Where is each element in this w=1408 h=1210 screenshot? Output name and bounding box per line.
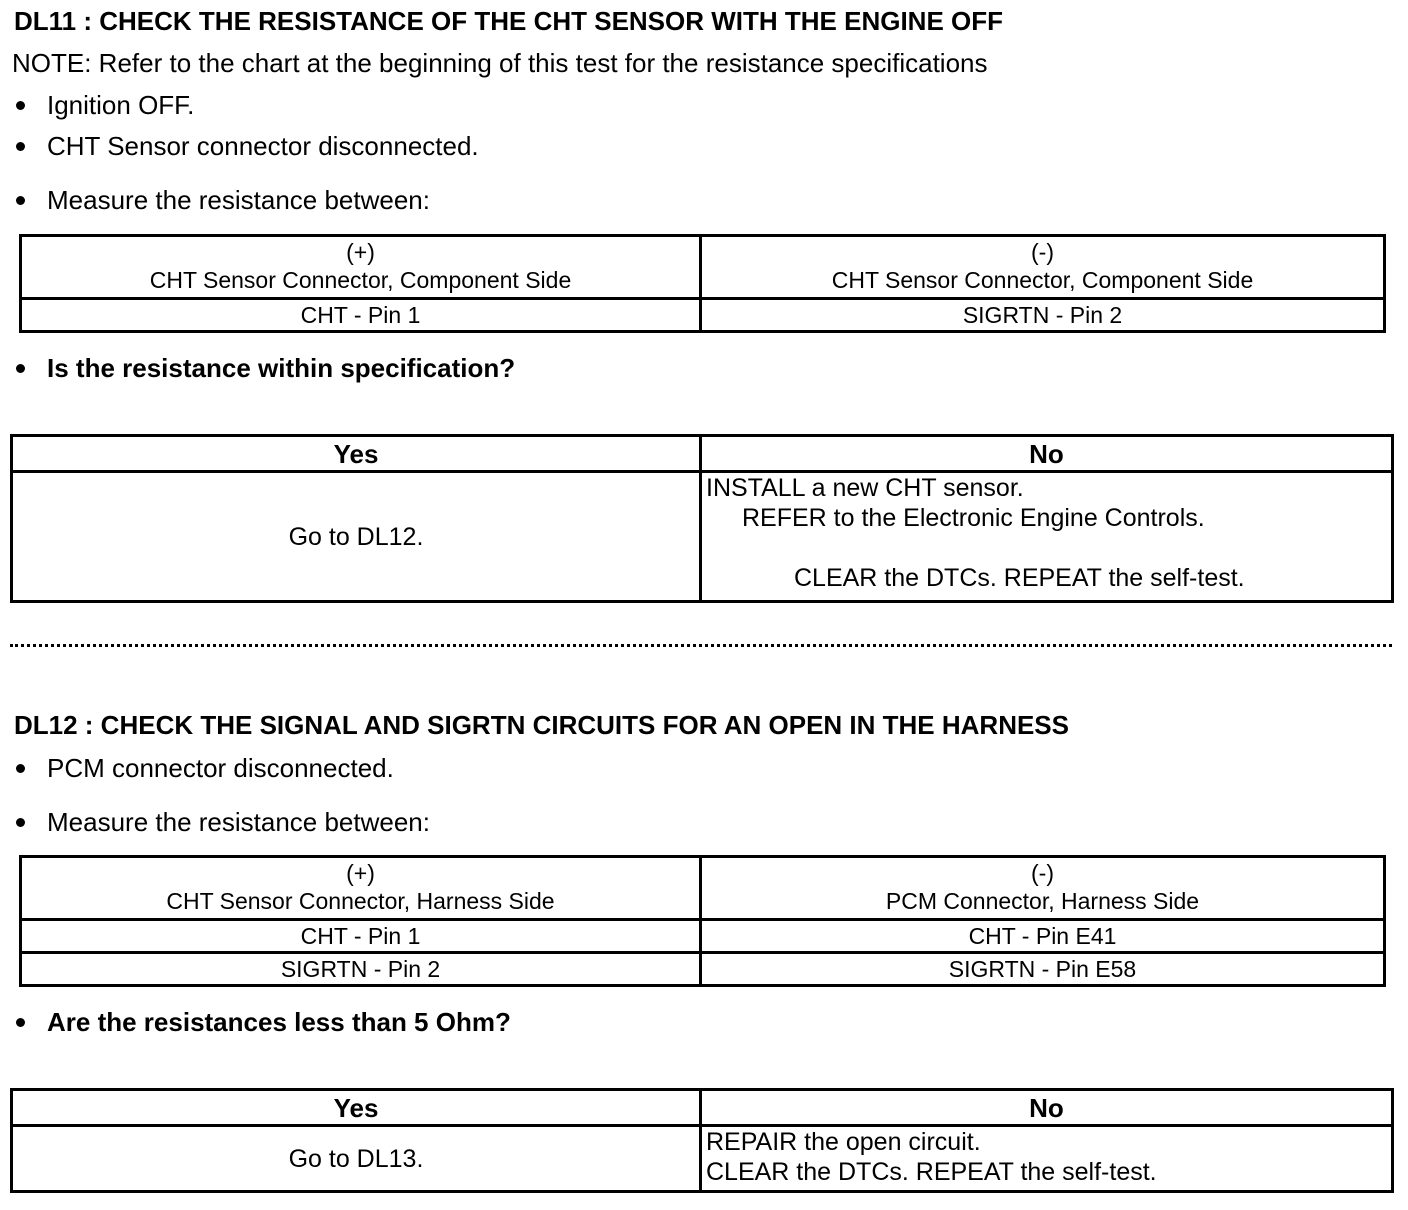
table-header-row xyxy=(21,236,1385,299)
bullet-text: Ignition OFF. xyxy=(47,90,195,120)
dl11-bullet-1 xyxy=(14,90,194,121)
table-cell: CHT - Pin 1 xyxy=(21,920,701,953)
table-cell: CHT - Pin E41 xyxy=(701,920,1385,953)
no-line-3: CLEAR the DTCs. REPEAT the self-test. xyxy=(794,564,1245,592)
table-row xyxy=(21,920,1385,953)
question-text: Are the resistances less than 5 Ohm? xyxy=(47,1007,511,1037)
yes-header: Yes xyxy=(12,436,701,472)
minus-column-header xyxy=(701,857,1385,920)
dl11-note: NOTE: Refer to the chart at the beginning of this test for the resistance specifications xyxy=(12,48,988,78)
no-header: No xyxy=(701,436,1393,472)
table-cell: SIGRTN - Pin 2 xyxy=(701,299,1385,332)
yes-cell: Go to DL12. xyxy=(12,472,701,602)
dl12-measure-table xyxy=(19,855,1386,987)
table-cell: SIGRTN - Pin 2 xyxy=(21,953,701,986)
dl11-bullet-2 xyxy=(14,131,479,162)
table-header-row xyxy=(12,1090,1393,1126)
dl12-heading: DL12 : CHECK THE SIGNAL AND SIGRTN CIRCUITS FOR AN OPEN IN THE HARNESS xyxy=(14,710,1069,740)
table-row xyxy=(21,299,1385,332)
bullet-text: CHT Sensor connector disconnected. xyxy=(47,131,479,161)
no-cell xyxy=(701,1126,1393,1192)
yes-header: Yes xyxy=(12,1090,701,1126)
no-line-2: CLEAR the DTCs. REPEAT the self-test. xyxy=(706,1158,1157,1186)
minus-label: PCM Connector, Harness Side xyxy=(885,888,1200,914)
minus-column-header xyxy=(701,236,1385,299)
dl11-measure-table xyxy=(19,234,1386,333)
dl12-bullet-2 xyxy=(14,807,430,838)
dl12-answer-table xyxy=(10,1088,1394,1193)
bullet-dot-icon xyxy=(16,142,25,151)
table-header-row xyxy=(12,436,1393,472)
bullet-dot-icon xyxy=(16,764,25,773)
table-row xyxy=(12,472,1393,602)
table-cell: CHT - Pin 1 xyxy=(21,299,701,332)
plus-sign: (+) xyxy=(346,860,375,886)
dl11-heading: DL11 : CHECK THE RESISTANCE OF THE CHT SENSOR WITH THE ENGINE OFF xyxy=(14,6,1004,36)
dl12-bullet-1 xyxy=(14,753,394,784)
no-line-1: REPAIR the open circuit. xyxy=(706,1128,981,1156)
table-cell: SIGRTN - Pin E58 xyxy=(701,953,1385,986)
plus-label: CHT Sensor Connector, Component Side xyxy=(149,267,572,293)
no-header: No xyxy=(701,1090,1393,1126)
dl11-question xyxy=(14,353,515,384)
table-row xyxy=(21,953,1385,986)
section-divider xyxy=(10,644,1392,647)
bullet-dot-icon xyxy=(16,101,25,110)
minus-sign: (-) xyxy=(1031,860,1054,886)
minus-sign: (-) xyxy=(1031,239,1054,265)
plus-column-header xyxy=(21,857,701,920)
table-row xyxy=(12,1126,1393,1192)
dl12-question xyxy=(14,1007,511,1038)
yes-cell: Go to DL13. xyxy=(12,1126,701,1192)
dl11-answer-table xyxy=(10,434,1394,603)
bullet-dot-icon xyxy=(16,818,25,827)
dl11-bullet-3 xyxy=(14,185,430,216)
plus-label: CHT Sensor Connector, Harness Side xyxy=(166,888,555,914)
question-text: Is the resistance within specification? xyxy=(47,353,516,383)
no-line-1: INSTALL a new CHT sensor. xyxy=(706,474,1024,502)
spacer xyxy=(706,533,1391,563)
bullet-dot-icon xyxy=(16,1018,25,1027)
bullet-dot-icon xyxy=(16,364,25,373)
plus-column-header xyxy=(21,236,701,299)
no-cell xyxy=(701,472,1393,602)
minus-label: CHT Sensor Connector, Component Side xyxy=(831,267,1254,293)
bullet-text: Measure the resistance between: xyxy=(47,807,430,837)
table-header-row xyxy=(21,857,1385,920)
plus-sign: (+) xyxy=(346,239,375,265)
no-line-2: REFER to the Electronic Engine Controls. xyxy=(742,504,1205,532)
bullet-text: PCM connector disconnected. xyxy=(47,753,394,783)
bullet-dot-icon xyxy=(16,196,25,205)
bullet-text: Measure the resistance between: xyxy=(47,185,430,215)
